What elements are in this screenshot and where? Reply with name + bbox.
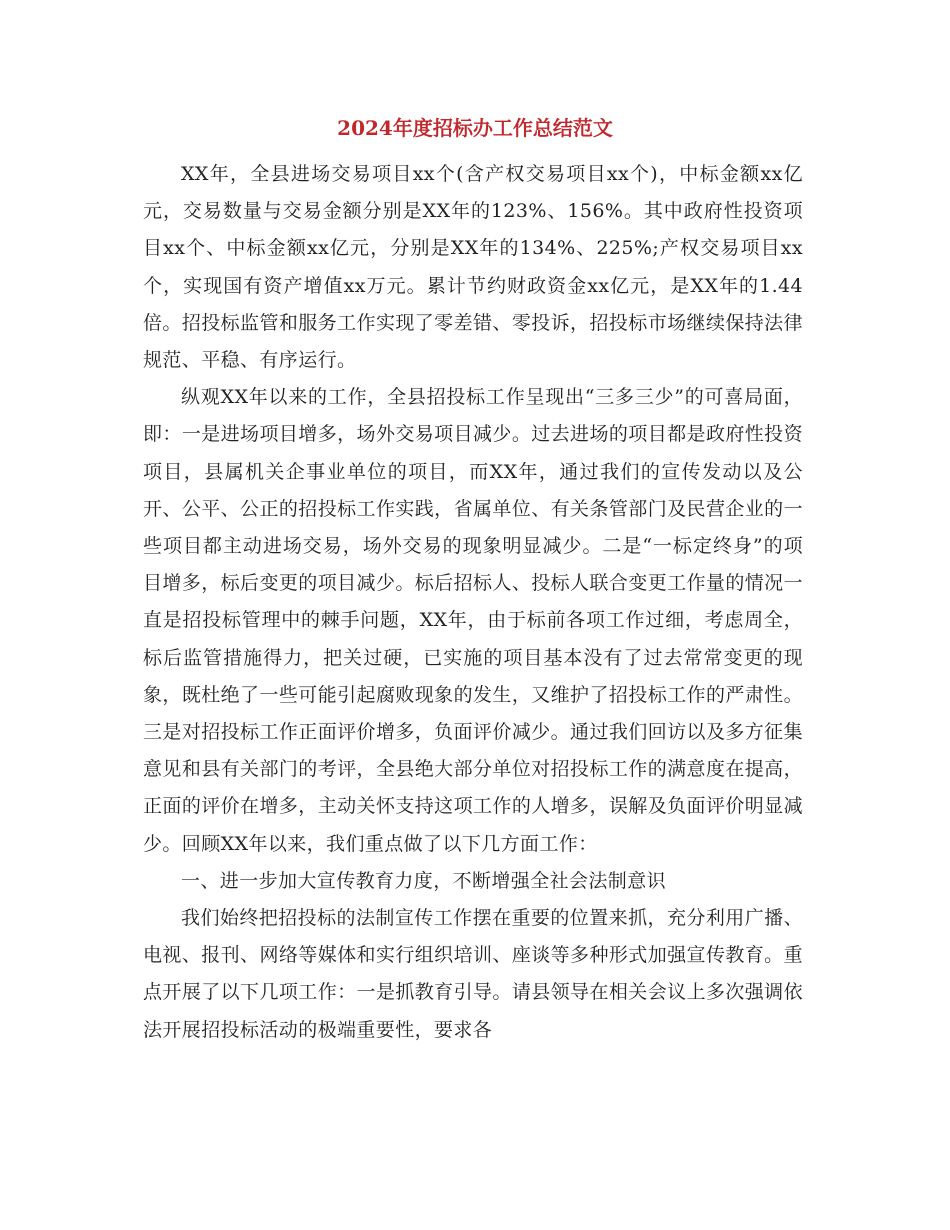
paragraph-section-1: 我们始终把招投标的法制宣传工作摆在重要的位置来抓，充分利用广播、电视、报刊、网络等媒体和实行组织培训、座谈等多种形式加强宣传教育。重点开展了以下几项工作：一是抓教育引导。请县领导在相关会议上多次强调依法开展招投标活动的极端重要性，要求各: [143, 907, 803, 1041]
section-heading-1: 一、进一步加大宣传教育力度，不断增强全社会法制意识: [181, 869, 667, 892]
paragraph-overview: 纵观XX年以来的工作，全县招投标工作呈现出“三多三少”的可喜局面，即：一是进场项目增多，场外交易项目减少。过去进场的项目都是政府性投资项目，县属机关企事业单位的项目，而XX年，通过我们的宣传发动以及公开、公平、公正的招投标工作实践，省属单位、有关条管部门及民营企业的一些项目都主动进场交易，场外交易的现象明显减少。二是“一标定终身”的项目增多，标后变更的项目减少。标后招标人、投标人联合变更工作量的情况一直是招投标管理中的棘手问题，XX年，由于标前各项工作过细，考虑周全，标后监管措施得力，把关过硬，已实施的项目基本没有了过去常常变更的现象，既杜绝了一些可能引起腐败现象的发生，又维护了招投标工作的严肃性。三是对招投标工作正面评价增多，负面评价减少。通过我们回访以及多方征集意见和县有关部门的考评，全县绝大部分单位对招投标工作的满意度在提高，正面的评价在增多，主动关怀支持这项工作的人增多，误解及负面评价明显减少。回顾XX年以来，我们重点做了以下几方面工作：: [143, 386, 803, 855]
document-body: [143, 156, 803, 1049]
document-title: 2024年度招标办工作总结范文: [337, 116, 613, 140]
paragraph-summary: XX年，全县进场交易项目xx个(含产权交易项目xx个)，中标金额xx亿元，交易数量与交易金额分别是XX年的123%、156%。其中政府性投资项目xx个、中标金额xx亿元，分别是XX年的134%、225%;产权交易项目xx个，实现国有资产增值xx万元。累计节约财政资金xx亿元，是XX年的1.44倍。招投标监管和服务工作实现了零差错、零投诉，招投标市场继续保持法律规范、平稳、有序运行。: [143, 163, 803, 372]
